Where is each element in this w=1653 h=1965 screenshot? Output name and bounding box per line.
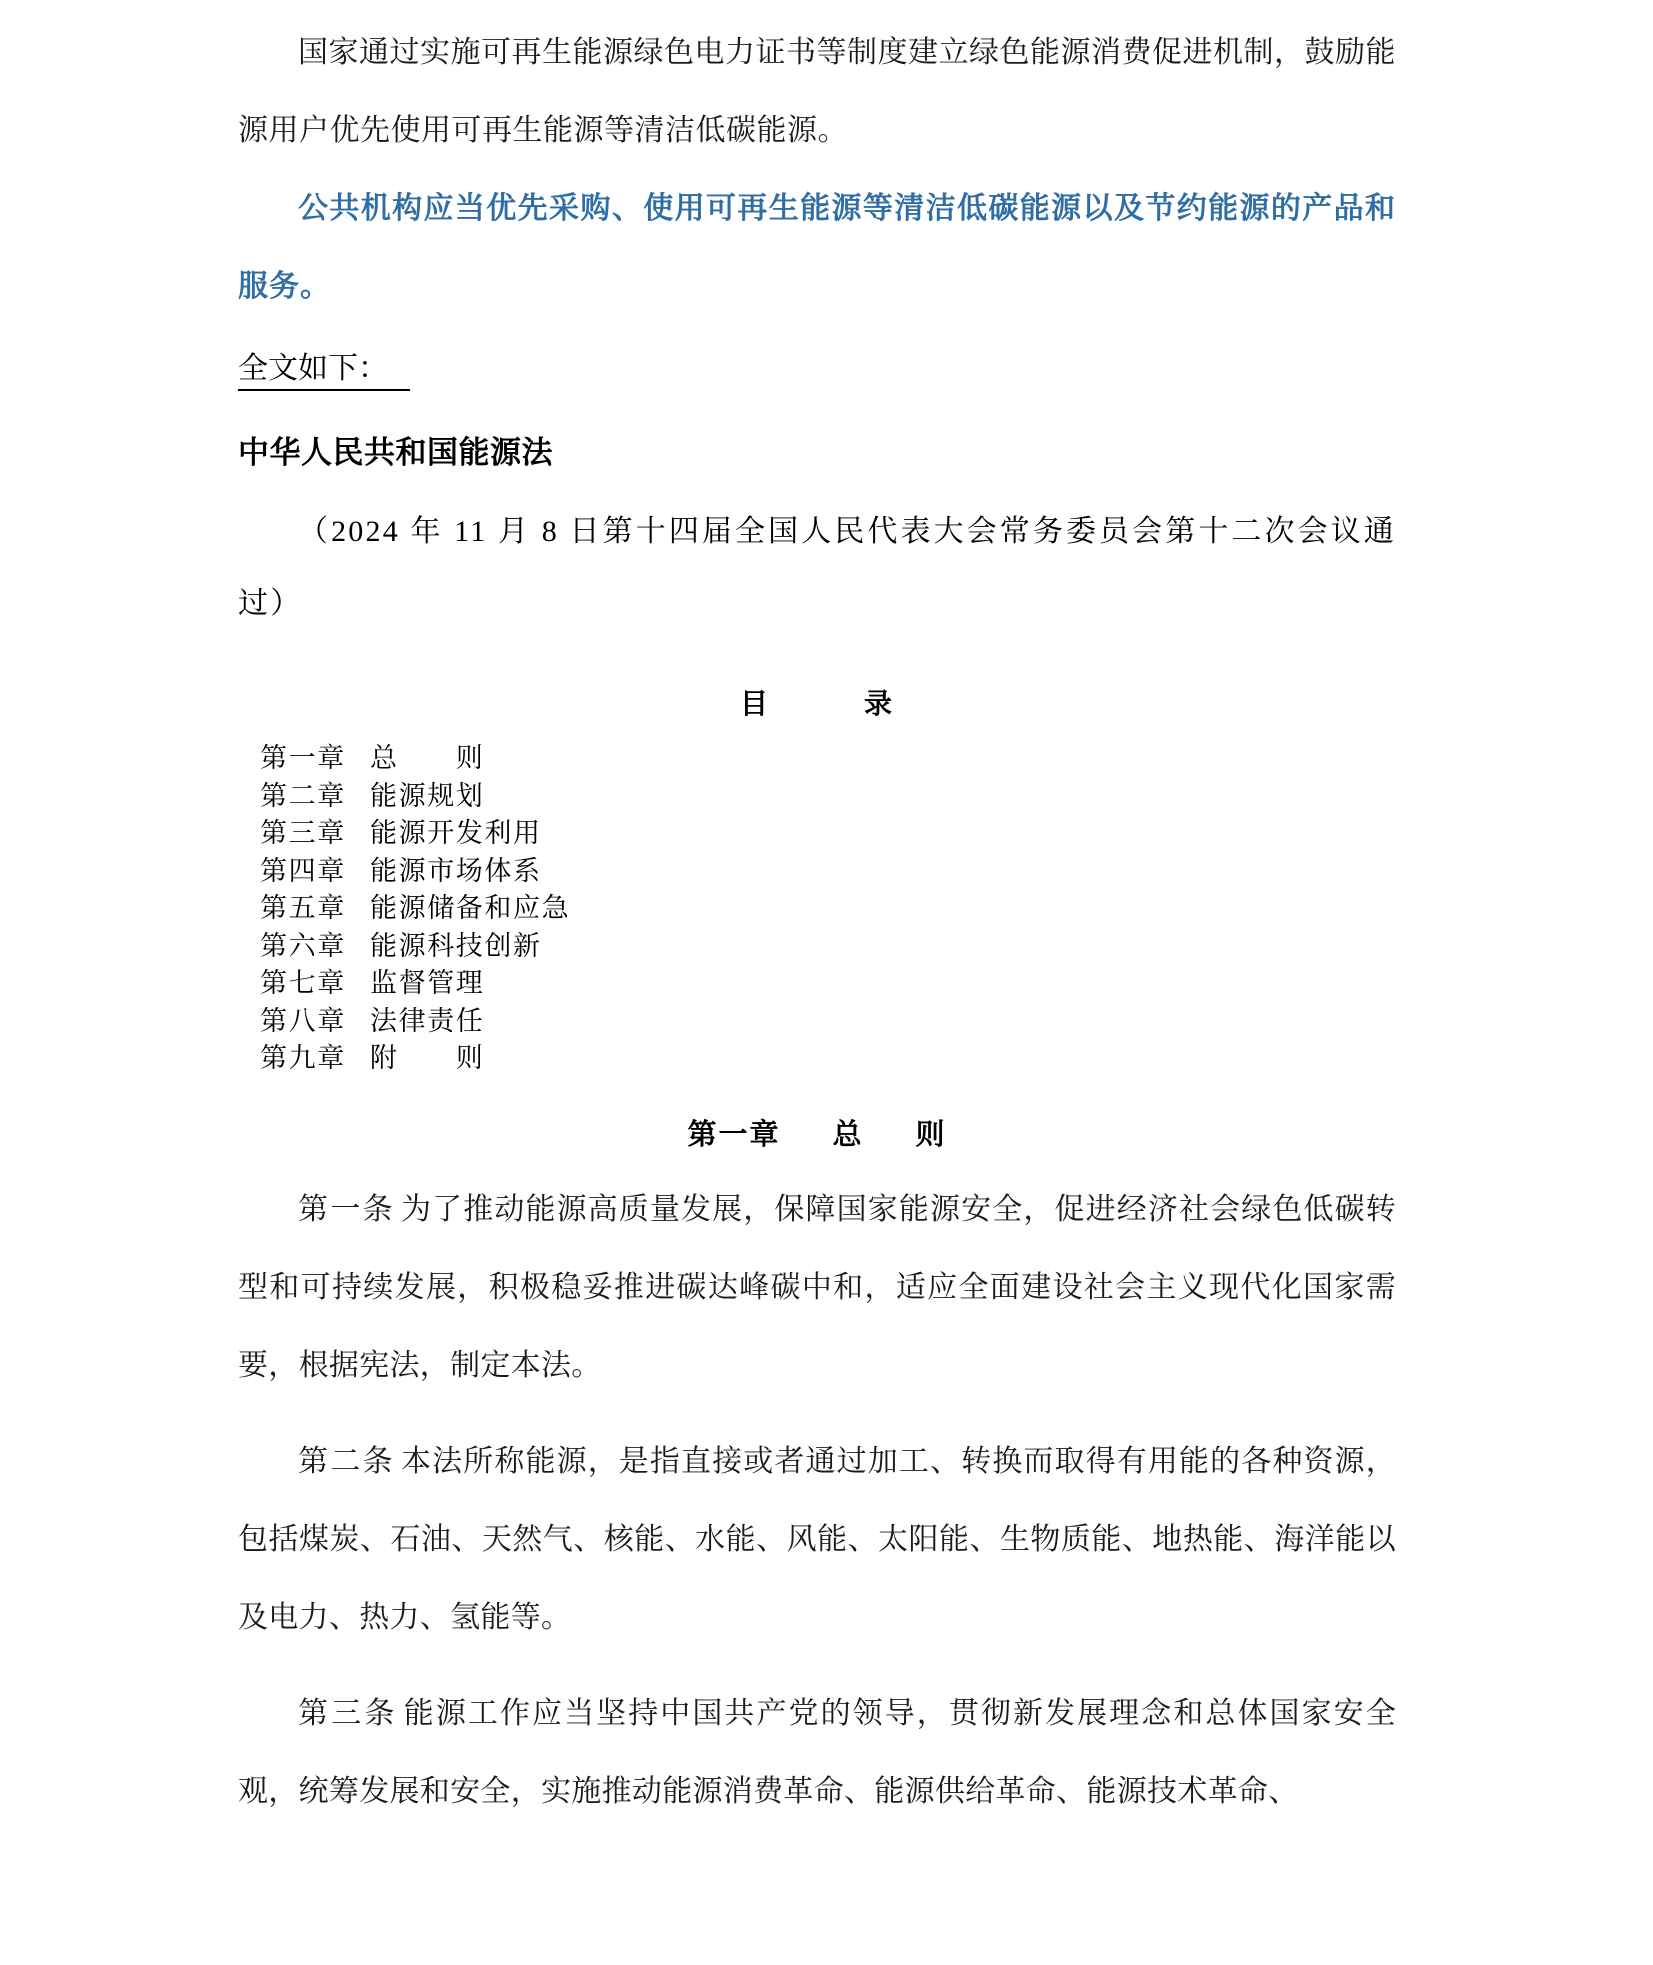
promulgation-note: （2024 年 11 月 8 日第十四届全国人民代表大会常务委员会第十二次会议通过） xyxy=(238,515,1396,620)
article-1-number: 第一条 xyxy=(298,1192,395,1226)
toc-heading-right: 录 xyxy=(864,689,895,720)
toc-item-chapter: 第七章 xyxy=(260,968,346,998)
toc-item-chapter: 第四章 xyxy=(260,855,346,886)
toc-heading xyxy=(238,640,1396,722)
toc-item-title: 能源市场体系 xyxy=(370,855,542,886)
toc-item[interactable] xyxy=(260,965,1396,1003)
article-3-text: 能源工作应当坚持中国共产党的领导，贯彻新发展理念和总体国家安全观，统筹发展和安全，实施推动能源消费革命、能源供给革命、能源技术革命、 xyxy=(238,1696,1396,1808)
toc-item-title: 能源储备和应急 xyxy=(370,893,571,923)
toc-item[interactable] xyxy=(260,890,1396,928)
table-of-contents xyxy=(238,722,1396,1078)
fulltext-intro-colon: ： xyxy=(358,352,388,385)
toc-item[interactable] xyxy=(260,928,1396,966)
toc-item-chapter: 第一章 xyxy=(260,743,346,773)
article-3-number: 第三条 xyxy=(298,1696,398,1730)
toc-item-chapter: 第三章 xyxy=(260,818,346,848)
document-text-column xyxy=(238,0,1396,1831)
toc-item-title: 总 则 xyxy=(370,743,485,773)
chapter-one-name-left: 总 xyxy=(832,1118,864,1151)
toc-item-title: 能源规划 xyxy=(370,780,485,811)
lead-paragraph-1: 国家通过实施可再生能源绿色电力证书等制度建立绿色能源消费促进机制，鼓励能源用户优先使用可再生能源等清洁低碳能源。 xyxy=(238,36,1396,147)
fulltext-intro-line xyxy=(238,326,1396,404)
toc-item-chapter: 第二章 xyxy=(260,780,346,811)
toc-item-chapter: 第八章 xyxy=(260,1005,346,1036)
toc-item[interactable] xyxy=(260,815,1396,853)
law-title: 中华人民共和国能源法 xyxy=(238,435,553,470)
article-2 xyxy=(238,1405,1396,1657)
toc-item-title: 能源科技创新 xyxy=(370,930,542,961)
toc-item-chapter: 第九章 xyxy=(260,1043,346,1073)
toc-item[interactable] xyxy=(260,740,1396,778)
lead-paragraph-highlighted: 公共机构应当优先采购、使用可再生能源等清洁低碳能源以及节约能源的产品和服务。 xyxy=(238,192,1396,303)
toc-item[interactable] xyxy=(260,853,1396,891)
article-1-text: 为了推动能源高质量发展，保障国家能源安全，促进经济社会绿色低碳转型和可持续发展，积极稳妥推进碳达峰碳中和，适应全面建设社会主义现代化国家需要，根据宪法，制定本法。 xyxy=(238,1192,1396,1382)
toc-item-title: 能源开发利用 xyxy=(370,818,542,848)
toc-item-chapter: 第五章 xyxy=(260,893,346,923)
article-3 xyxy=(238,1657,1396,1831)
toc-item[interactable] xyxy=(260,1003,1396,1041)
toc-item[interactable] xyxy=(260,1040,1396,1078)
chapter-one-name-right: 则 xyxy=(915,1118,947,1151)
article-2-text: 本法所称能源，是指直接或者通过加工、转换而取得有用能的各种资源，包括煤炭、石油、天然气、核能、水能、风能、太阳能、生物质能、地热能、海洋能以及电力、热力、氢能等。 xyxy=(238,1444,1396,1634)
chapter-one-label: 第一章 xyxy=(687,1118,781,1151)
toc-item-chapter: 第六章 xyxy=(260,930,346,961)
article-1 xyxy=(238,1153,1396,1405)
toc-item-title: 监督管理 xyxy=(370,968,485,998)
article-2-number: 第二条 xyxy=(298,1444,395,1478)
toc-item-title: 附 则 xyxy=(370,1043,485,1073)
fulltext-intro-label: 全文如下 xyxy=(238,352,358,385)
toc-item[interactable] xyxy=(260,778,1396,816)
chapter-one-heading xyxy=(238,1078,1396,1153)
toc-item-title: 法律责任 xyxy=(370,1005,485,1036)
toc-heading-left: 目 xyxy=(739,689,770,720)
fulltext-intro-underlined xyxy=(238,352,410,391)
